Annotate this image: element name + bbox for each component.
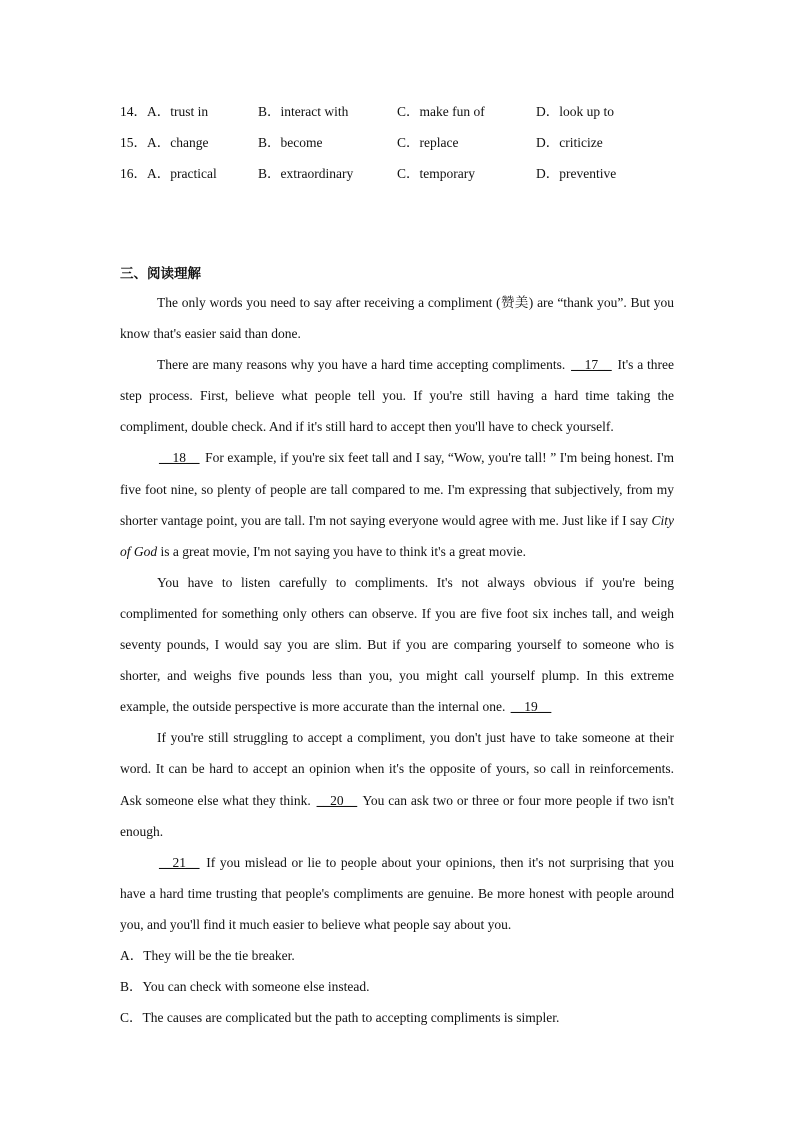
paragraph-4: You have to listen carefully to compliments. It's not always obvious if you're being complimented for something only others can observe. If you are five foot six inches tall, and weigh seventy pounds, I would say you are slim. But if you are comparing yourself to someone who is shorter, and weighs five pounds less than you, you might call yourself plump. In this extreme example, the outside perspective is more accurate than the internal one. __19__ xyxy=(120,574,674,715)
blank-19: __19__ xyxy=(510,699,552,715)
paragraph-5: If you're still struggling to accept a compliment, you don't just have to take someone at their word. It can be hard to accept an opinion when it's the opposite of yours, so call in reinforcements. Ask someone else what they think. __20__ You can ask two or three or four more people if two isn't enough. xyxy=(120,730,675,839)
movie-title: City of God xyxy=(120,512,675,559)
option-d: D．preventive xyxy=(536,166,617,181)
option-d: D．criticize xyxy=(536,135,603,150)
paragraph-1: The only words you need to say after receiving a compliment (赞美) are “thank you”. But you know that's easier said than done. xyxy=(120,295,674,342)
blank-18: __18__ xyxy=(159,450,200,466)
option-b: B．interact with xyxy=(258,104,349,119)
question-number: 15．A．change xyxy=(120,135,209,150)
choice-b: B．You can check with someone else instead. xyxy=(120,979,370,995)
choice-a: A．They will be the tie breaker. xyxy=(120,947,295,963)
paragraph-2: There are many reasons why you have a hard time accepting compliments. __17__ It's a three step process. First, believe what people tell you. If you're still having a hard time taking the compliment, double check. And if it's still hard to accept then you'll have to check yourself. xyxy=(120,357,675,435)
option-b: B．extraordinary xyxy=(258,166,354,181)
section-heading: 三、阅读理解 xyxy=(120,266,201,282)
option-b: B．become xyxy=(258,135,323,150)
blank-17: __17__ xyxy=(571,357,612,373)
option-c: C．make fun of xyxy=(397,104,485,119)
paragraph-3: __18__ For example, if you're six feet tall and I say, “Wow, you're tall! ” I'm being honest. I'm five foot nine, so plenty of people are tall compared to me. I'm expressing that subjectively, from my shorter vantage point, you are tall. I'm not saying everyone would agree with me. Just like if I say City of God is a great movie, I'm not saying you have to think it's a great movie. xyxy=(120,450,675,559)
reading-passage xyxy=(120,287,674,1033)
option-d: D．look up to xyxy=(536,104,615,119)
question-number: 14．A．trust in xyxy=(120,104,209,119)
choice-c: C．The causes are complicated but the path to accepting compliments is simpler. xyxy=(120,1010,560,1026)
question-number: 16．A．practical xyxy=(120,166,217,181)
blank-21: __21__ xyxy=(159,854,200,870)
paragraph-6: __21__ If you mislead or lie to people about your opinions, then it's not surprising that you have a hard time trusting that people's compliments are genuine. Be more honest with people around you, and you'll find it much easier to believe what people say about you. xyxy=(120,854,674,932)
option-c: C．temporary xyxy=(397,166,475,181)
blank-20: __20__ xyxy=(316,792,358,808)
option-c: C．replace xyxy=(397,135,459,150)
